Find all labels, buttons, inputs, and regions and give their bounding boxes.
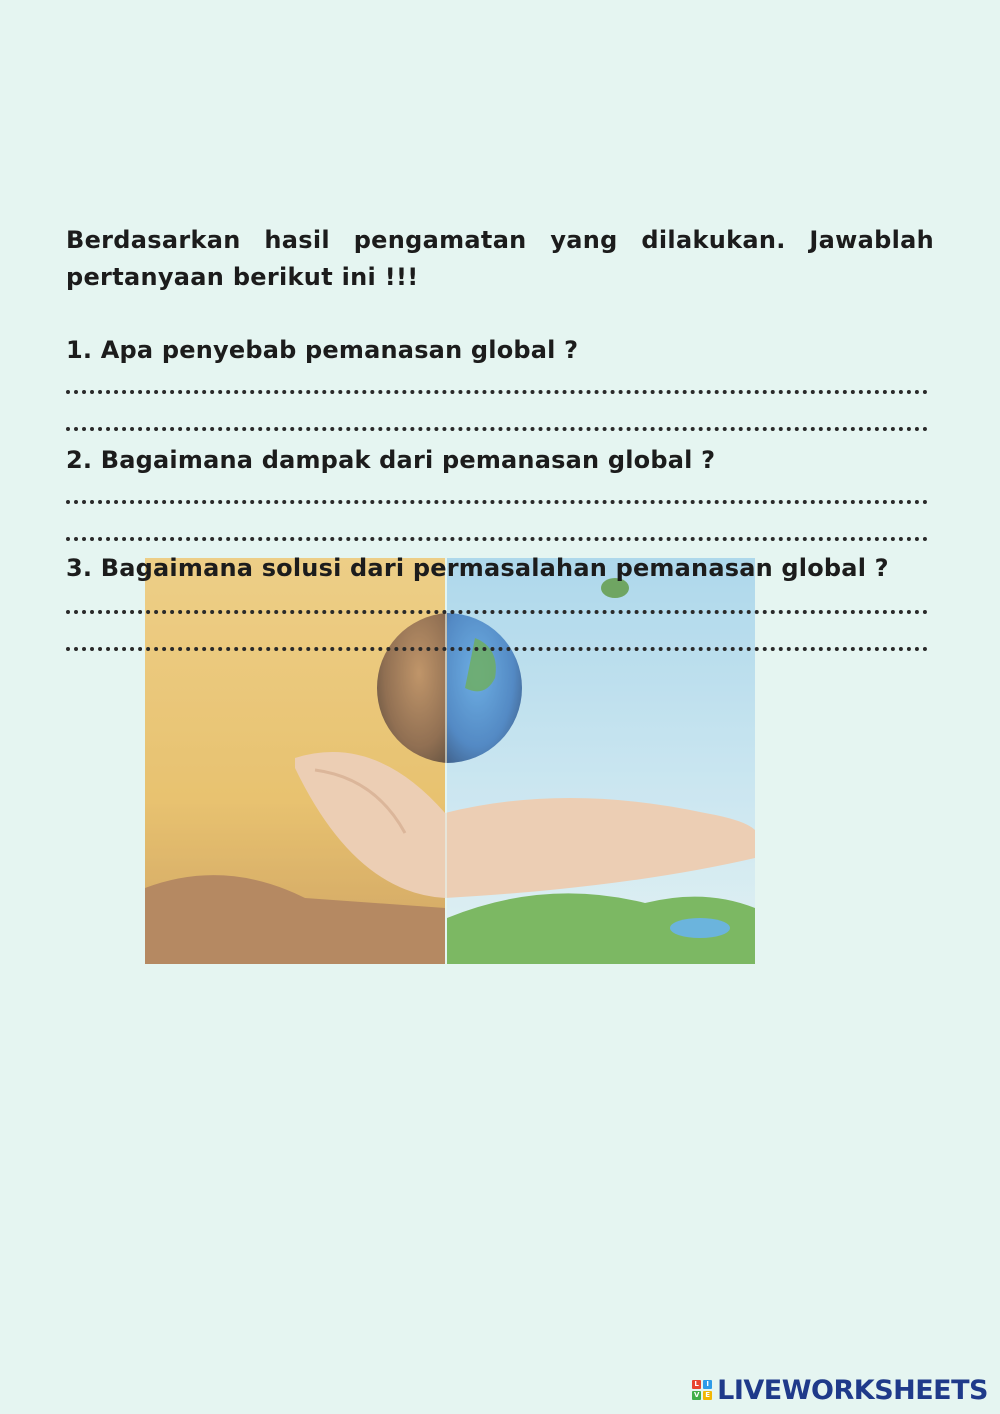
answer-line[interactable] (66, 647, 928, 651)
logo-tile: V (693, 1391, 700, 1399)
answer-line[interactable] (66, 500, 928, 504)
answer-line[interactable] (66, 537, 928, 541)
answer-line[interactable] (66, 427, 928, 431)
question-2: 2. Bagaimana dampak dari pemanasan global ? (66, 446, 716, 474)
logo-tile: E (703, 1391, 712, 1400)
answer-line[interactable] (66, 610, 928, 614)
logo-mark-icon (692, 1380, 712, 1400)
liveworksheets-logo (692, 1374, 988, 1406)
logo-tile: I (703, 1380, 712, 1389)
question-3: 3. Bagaimana solusi dari permasalahan pemanasan global ? (66, 554, 889, 582)
question-1: 1. Apa penyebab pemanasan global ? (66, 336, 579, 364)
global-warming-illustration (145, 558, 755, 964)
logo-tile: L (692, 1380, 701, 1389)
logo-text: LIVEWORKSHEETS (717, 1374, 988, 1406)
answer-line[interactable] (66, 390, 928, 394)
instruction-text: Berdasarkan hasil pengamatan yang dilakukan. Jawablah pertanyaan berikut ini !!! (66, 226, 934, 291)
